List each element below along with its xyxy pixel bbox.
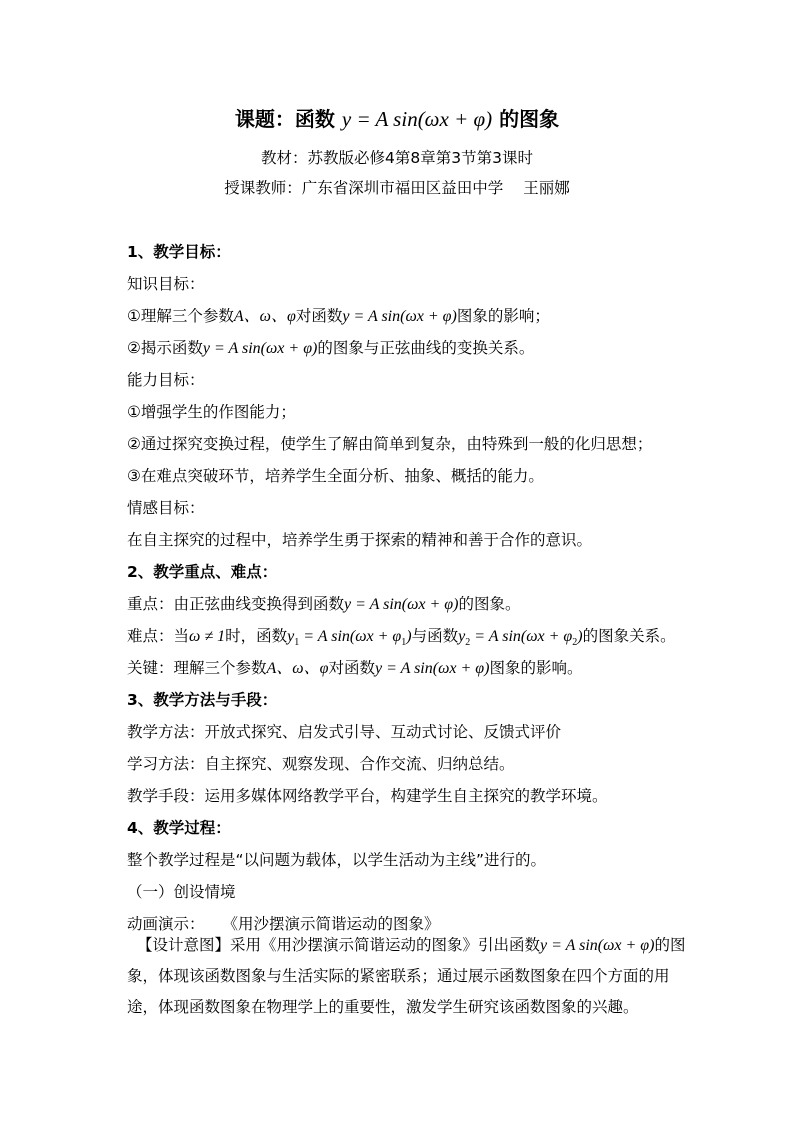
teacher-label: 授课教师：广东省深圳市福田区益田中学 bbox=[224, 179, 504, 197]
section-1-heading: 1、教学目标： bbox=[127, 243, 231, 261]
teaching-method: 教学方法：开放式探究、启发式引导、互动式讨论、反馈式评价 bbox=[127, 723, 562, 741]
ability-goal-3: ③在难点突破环节，培养学生全面分析、抽象、概括的能力。 bbox=[127, 467, 544, 485]
learning-method: 学习方法：自主探究、观察发现、合作交流、归纳总结。 bbox=[127, 755, 515, 773]
teacher-info bbox=[0, 176, 794, 200]
title-suffix: 的图象 bbox=[499, 107, 560, 131]
knowledge-goal-1: ①理解三个参数A、ω、φ对函数y = A sin(ωx + φ)图象的影响； bbox=[127, 307, 550, 325]
emotion-goal-1: 在自主探究的过程中，培养学生勇于探索的精神和善于合作的意识。 bbox=[127, 531, 593, 549]
crux-point: 关键：理解三个参数A、ω、φ对函数y = A sin(ωx + φ)图象的影响。 bbox=[127, 659, 583, 677]
teaching-means: 教学手段：运用多媒体网络教学平台，构建学生自主探究的教学环境。 bbox=[127, 787, 608, 805]
title-prefix: 课题：函数 bbox=[234, 107, 335, 131]
ability-goal-1: ①增强学生的作图能力； bbox=[127, 403, 296, 421]
section-4-heading: 4、教学过程： bbox=[127, 819, 231, 837]
animation-demo: 动画演示： 《用沙摆演示简谐运动的图象》 bbox=[127, 915, 440, 933]
key-point: 重点：由正弦曲线变换得到函数y = A sin(ωx + φ)的图象。 bbox=[127, 595, 521, 613]
section-3-heading: 3、教学方法与手段： bbox=[127, 691, 278, 709]
step-1-heading: （一）创设情境 bbox=[127, 883, 236, 901]
textbook-info: 教材：苏教版必修4第8章第3节第3课时 bbox=[261, 149, 533, 167]
title-formula: y = A sin(ωx + φ) bbox=[341, 107, 493, 131]
knowledge-goal-2: ②揭示函数y = A sin(ωx + φ)的图象与正弦曲线的变换关系。 bbox=[127, 339, 535, 357]
ability-goal-2: ②通过探究变换过程，使学生了解由简单到复杂，由特殊到一般的化归思想； bbox=[127, 435, 653, 453]
section-2-heading: 2、教学重点、难点： bbox=[127, 563, 278, 581]
ability-goal-label: 能力目标： bbox=[127, 371, 205, 389]
difficult-point: 难点：当ω ≠ 1时，函数$y_1 = A$ $\sin(\omega x + \varphi_1)$与函数$y_2 = A$ $\sin(\omega x + \varphi_2)$的图象关系。 bbox=[127, 627, 676, 649]
design-intent-paragraph: 【设计意图】采用《用沙摆演示简谐运动的图象》引出函数y = A sin(ωx + φ)的图象，体现该函数图象与生活实际的紧密联系；通过展示函数图象在四个方面的用途，体现函数图象在物理学上的重要性，激发学生研究该函数图象的兴趣。 bbox=[127, 936, 686, 1016]
emotion-goal-label: 情感目标： bbox=[127, 499, 205, 517]
process-intro: 整个教学过程是“以问题为载体，以学生活动为主线”进行的。 bbox=[127, 851, 547, 869]
document-body bbox=[127, 236, 687, 940]
page-title bbox=[0, 104, 794, 134]
knowledge-goal-label: 知识目标： bbox=[127, 275, 205, 293]
teacher-name: 王丽娜 bbox=[523, 179, 570, 197]
